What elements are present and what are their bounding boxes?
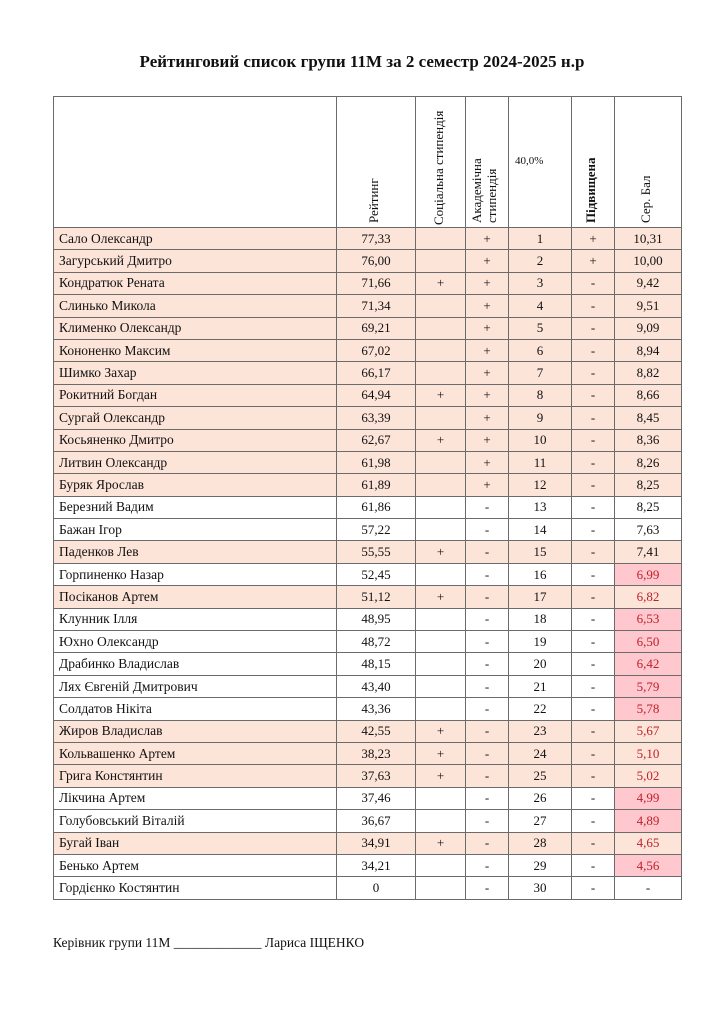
rating-value: 61,98	[337, 451, 416, 473]
academic-scholarship: -	[466, 653, 509, 675]
academic-scholarship: -	[466, 787, 509, 809]
place-number: 19	[509, 631, 572, 653]
average-grade: 10,00	[615, 250, 682, 272]
rating-value: 71,66	[337, 272, 416, 294]
average-grade: 4,99	[615, 787, 682, 809]
header-social-label: Соціальна стипендія	[430, 110, 446, 225]
academic-scholarship: -	[466, 541, 509, 563]
place-number: 17	[509, 586, 572, 608]
social-scholarship	[416, 563, 466, 585]
social-scholarship	[416, 228, 466, 250]
header-social	[416, 97, 466, 228]
social-scholarship	[416, 250, 466, 272]
rating-value: 63,39	[337, 407, 416, 429]
student-name: Грига Констянтин	[54, 765, 337, 787]
average-grade: 9,51	[615, 295, 682, 317]
average-grade: 8,36	[615, 429, 682, 451]
rating-value: 48,72	[337, 631, 416, 653]
table-row	[54, 317, 682, 339]
table-row	[54, 541, 682, 563]
header-raised	[572, 97, 615, 228]
rating-value: 62,67	[337, 429, 416, 451]
social-scholarship: +	[416, 720, 466, 742]
place-number: 13	[509, 496, 572, 518]
raised-scholarship: -	[572, 563, 615, 585]
place-number: 20	[509, 653, 572, 675]
place-number: 25	[509, 765, 572, 787]
raised-scholarship: -	[572, 653, 615, 675]
social-scholarship	[416, 451, 466, 473]
table-row	[54, 519, 682, 541]
average-grade: 8,25	[615, 496, 682, 518]
average-grade: 8,82	[615, 362, 682, 384]
raised-scholarship: -	[572, 474, 615, 496]
place-number: 2	[509, 250, 572, 272]
student-name: Бугай Іван	[54, 832, 337, 854]
raised-scholarship: -	[572, 317, 615, 339]
student-name: Бажан Ігор	[54, 519, 337, 541]
raised-scholarship: -	[572, 586, 615, 608]
academic-scholarship: -	[466, 675, 509, 697]
academic-scholarship: -	[466, 854, 509, 876]
place-number: 12	[509, 474, 572, 496]
rating-value: 67,02	[337, 339, 416, 361]
student-name: Березний Вадим	[54, 496, 337, 518]
academic-scholarship: +	[466, 339, 509, 361]
place-number: 4	[509, 295, 572, 317]
document-title: Рейтинговий список групи 11М за 2 семестр 2024-2025 н.р	[139, 52, 585, 71]
header-rating	[337, 97, 416, 228]
rating-value: 43,36	[337, 698, 416, 720]
table-row	[54, 563, 682, 585]
rating-value: 43,40	[337, 675, 416, 697]
academic-scholarship: -	[466, 631, 509, 653]
table-row	[54, 698, 682, 720]
social-scholarship: +	[416, 541, 466, 563]
social-scholarship	[416, 407, 466, 429]
student-name: Солдатов Нікіта	[54, 698, 337, 720]
academic-scholarship: +	[466, 317, 509, 339]
table-row	[54, 765, 682, 787]
table-row	[54, 496, 682, 518]
place-number: 29	[509, 854, 572, 876]
student-name: Кольвашенко Артем	[54, 742, 337, 764]
table-header-row	[54, 97, 682, 228]
average-grade: -	[615, 877, 682, 899]
table-row	[54, 339, 682, 361]
table-row	[54, 787, 682, 809]
table-row	[54, 742, 682, 764]
supervisor-signature-line: Керівник групи 11М _____________ Лариса ІЩЕНКО	[53, 935, 365, 950]
rating-value: 52,45	[337, 563, 416, 585]
rating-value: 61,86	[337, 496, 416, 518]
place-number: 16	[509, 563, 572, 585]
raised-scholarship: -	[572, 608, 615, 630]
place-number: 14	[509, 519, 572, 541]
header-name	[54, 97, 337, 228]
table-row	[54, 608, 682, 630]
rating-value: 0	[337, 877, 416, 899]
student-name: Лях Євгеній Дмитрович	[54, 675, 337, 697]
raised-scholarship: -	[572, 362, 615, 384]
rating-value: 64,94	[337, 384, 416, 406]
raised-scholarship: -	[572, 429, 615, 451]
place-number: 26	[509, 787, 572, 809]
table-row	[54, 720, 682, 742]
raised-scholarship: -	[572, 854, 615, 876]
header-academic	[466, 97, 509, 228]
table-row	[54, 407, 682, 429]
average-grade: 9,42	[615, 272, 682, 294]
average-grade: 7,63	[615, 519, 682, 541]
social-scholarship: +	[416, 586, 466, 608]
place-number: 22	[509, 698, 572, 720]
academic-scholarship: -	[466, 720, 509, 742]
social-scholarship: +	[416, 765, 466, 787]
academic-scholarship: -	[466, 519, 509, 541]
table-row	[54, 675, 682, 697]
social-scholarship	[416, 787, 466, 809]
academic-scholarship: +	[466, 272, 509, 294]
student-name: Гордієнко Костянтин	[54, 877, 337, 899]
social-scholarship: +	[416, 832, 466, 854]
table-row	[54, 877, 682, 899]
social-scholarship: +	[416, 272, 466, 294]
academic-scholarship: +	[466, 362, 509, 384]
academic-scholarship: -	[466, 877, 509, 899]
average-grade: 5,79	[615, 675, 682, 697]
average-grade: 5,67	[615, 720, 682, 742]
table-row	[54, 295, 682, 317]
rating-value: 51,12	[337, 586, 416, 608]
place-number: 23	[509, 720, 572, 742]
rating-value: 76,00	[337, 250, 416, 272]
student-name: Посіканов Артем	[54, 586, 337, 608]
average-grade: 5,10	[615, 742, 682, 764]
rating-value: 55,55	[337, 541, 416, 563]
header-academic-label-1: Академічна	[469, 158, 484, 223]
social-scholarship	[416, 295, 466, 317]
place-number: 18	[509, 608, 572, 630]
average-grade: 8,26	[615, 451, 682, 473]
student-name: Буряк Ярослав	[54, 474, 337, 496]
social-scholarship	[416, 339, 466, 361]
raised-scholarship: -	[572, 339, 615, 361]
academic-scholarship: -	[466, 496, 509, 518]
social-scholarship	[416, 698, 466, 720]
place-number: 24	[509, 742, 572, 764]
student-name: Загурський Дмитро	[54, 250, 337, 272]
academic-scholarship: -	[466, 563, 509, 585]
social-scholarship	[416, 519, 466, 541]
average-grade: 4,89	[615, 810, 682, 832]
header-raised-label: Підвищена	[583, 157, 598, 223]
raised-scholarship: -	[572, 272, 615, 294]
raised-scholarship: -	[572, 720, 615, 742]
table-row	[54, 384, 682, 406]
raised-scholarship: -	[572, 407, 615, 429]
student-name: Кондратюк Рената	[54, 272, 337, 294]
header-rating-label: Рейтинг	[366, 178, 381, 223]
average-grade: 4,65	[615, 832, 682, 854]
average-grade: 6,82	[615, 586, 682, 608]
table-row	[54, 451, 682, 473]
social-scholarship	[416, 854, 466, 876]
academic-scholarship: -	[466, 698, 509, 720]
raised-scholarship: -	[572, 496, 615, 518]
raised-scholarship: -	[572, 787, 615, 809]
social-scholarship	[416, 474, 466, 496]
place-number: 10	[509, 429, 572, 451]
academic-scholarship: +	[466, 228, 509, 250]
academic-scholarship: +	[466, 295, 509, 317]
average-grade: 4,56	[615, 854, 682, 876]
rating-value: 66,17	[337, 362, 416, 384]
place-number: 5	[509, 317, 572, 339]
student-name: Кононенко Максим	[54, 339, 337, 361]
student-name: Юхно Олександр	[54, 631, 337, 653]
average-grade: 6,53	[615, 608, 682, 630]
place-number: 9	[509, 407, 572, 429]
header-avg-label: Сер. Бал	[638, 175, 653, 223]
place-number: 27	[509, 810, 572, 832]
header-percent	[509, 97, 572, 228]
average-grade: 5,78	[615, 698, 682, 720]
social-scholarship	[416, 317, 466, 339]
average-grade: 6,42	[615, 653, 682, 675]
table-row	[54, 272, 682, 294]
social-scholarship	[416, 877, 466, 899]
table-row	[54, 653, 682, 675]
average-grade: 9,09	[615, 317, 682, 339]
raised-scholarship: +	[572, 228, 615, 250]
student-name: Жиров Владислав	[54, 720, 337, 742]
rating-value: 34,91	[337, 832, 416, 854]
student-name: Лікчина Артем	[54, 787, 337, 809]
table-row	[54, 228, 682, 250]
social-scholarship: +	[416, 429, 466, 451]
student-name: Голубовський Віталій	[54, 810, 337, 832]
raised-scholarship: -	[572, 295, 615, 317]
rating-value: 48,15	[337, 653, 416, 675]
table-row	[54, 429, 682, 451]
social-scholarship	[416, 810, 466, 832]
student-name: Драбинко Владислав	[54, 653, 337, 675]
academic-scholarship: -	[466, 832, 509, 854]
table-row	[54, 810, 682, 832]
rating-value: 69,21	[337, 317, 416, 339]
raised-scholarship: -	[572, 765, 615, 787]
social-scholarship	[416, 608, 466, 630]
student-name: Литвин Олександр	[54, 451, 337, 473]
social-scholarship	[416, 362, 466, 384]
rating-value: 37,46	[337, 787, 416, 809]
raised-scholarship: -	[572, 742, 615, 764]
header-avg	[615, 97, 682, 228]
academic-scholarship: +	[466, 250, 509, 272]
academic-scholarship: +	[466, 474, 509, 496]
academic-scholarship: +	[466, 384, 509, 406]
raised-scholarship: -	[572, 541, 615, 563]
raised-scholarship: +	[572, 250, 615, 272]
place-number: 11	[509, 451, 572, 473]
student-name: Бенько Артем	[54, 854, 337, 876]
average-grade: 10,31	[615, 228, 682, 250]
table-row	[54, 586, 682, 608]
raised-scholarship: -	[572, 631, 615, 653]
place-number: 21	[509, 675, 572, 697]
place-number: 1	[509, 228, 572, 250]
social-scholarship: +	[416, 384, 466, 406]
average-grade: 8,25	[615, 474, 682, 496]
rating-value: 42,55	[337, 720, 416, 742]
table-row	[54, 474, 682, 496]
raised-scholarship: -	[572, 832, 615, 854]
social-scholarship	[416, 675, 466, 697]
academic-scholarship: +	[466, 429, 509, 451]
table-body	[54, 228, 682, 900]
table-row	[54, 631, 682, 653]
social-scholarship	[416, 631, 466, 653]
average-grade: 6,99	[615, 563, 682, 585]
student-name: Клименко Олександр	[54, 317, 337, 339]
rating-value: 57,22	[337, 519, 416, 541]
rating-value: 77,33	[337, 228, 416, 250]
student-name: Сургай Олександр	[54, 407, 337, 429]
rating-value: 34,21	[337, 854, 416, 876]
student-name: Слинько Микола	[54, 295, 337, 317]
social-scholarship	[416, 653, 466, 675]
place-number: 8	[509, 384, 572, 406]
average-grade: 7,41	[615, 541, 682, 563]
rating-value: 36,67	[337, 810, 416, 832]
header-academic-label-2: стипендія	[484, 168, 499, 223]
average-grade: 8,66	[615, 384, 682, 406]
academic-scholarship: +	[466, 451, 509, 473]
table-row	[54, 854, 682, 876]
table-row	[54, 250, 682, 272]
raised-scholarship: -	[572, 698, 615, 720]
student-name: Шимко Захар	[54, 362, 337, 384]
table-row	[54, 832, 682, 854]
table-row	[54, 362, 682, 384]
rating-value: 61,89	[337, 474, 416, 496]
place-number: 15	[509, 541, 572, 563]
raised-scholarship: -	[572, 519, 615, 541]
average-grade: 8,94	[615, 339, 682, 361]
rating-table	[53, 96, 682, 900]
social-scholarship: +	[416, 742, 466, 764]
student-name: Горпиненко Назар	[54, 563, 337, 585]
academic-scholarship: -	[466, 586, 509, 608]
academic-scholarship: -	[466, 765, 509, 787]
academic-scholarship: -	[466, 742, 509, 764]
raised-scholarship: -	[572, 810, 615, 832]
average-grade: 6,50	[615, 631, 682, 653]
header-percent-label: 40,0%	[515, 155, 544, 167]
rating-value: 71,34	[337, 295, 416, 317]
student-name: Косьяненко Дмитро	[54, 429, 337, 451]
student-name: Рокитний Богдан	[54, 384, 337, 406]
average-grade: 5,02	[615, 765, 682, 787]
rating-value: 38,23	[337, 742, 416, 764]
place-number: 28	[509, 832, 572, 854]
student-name: Паденков Лев	[54, 541, 337, 563]
rating-value: 37,63	[337, 765, 416, 787]
raised-scholarship: -	[572, 877, 615, 899]
raised-scholarship: -	[572, 675, 615, 697]
academic-scholarship: +	[466, 407, 509, 429]
rating-value: 48,95	[337, 608, 416, 630]
academic-scholarship: -	[466, 608, 509, 630]
place-number: 3	[509, 272, 572, 294]
raised-scholarship: -	[572, 451, 615, 473]
place-number: 6	[509, 339, 572, 361]
student-name: Клунник Ілля	[54, 608, 337, 630]
social-scholarship	[416, 496, 466, 518]
average-grade: 8,45	[615, 407, 682, 429]
place-number: 7	[509, 362, 572, 384]
raised-scholarship: -	[572, 384, 615, 406]
academic-scholarship: -	[466, 810, 509, 832]
student-name: Сало Олександр	[54, 228, 337, 250]
place-number: 30	[509, 877, 572, 899]
